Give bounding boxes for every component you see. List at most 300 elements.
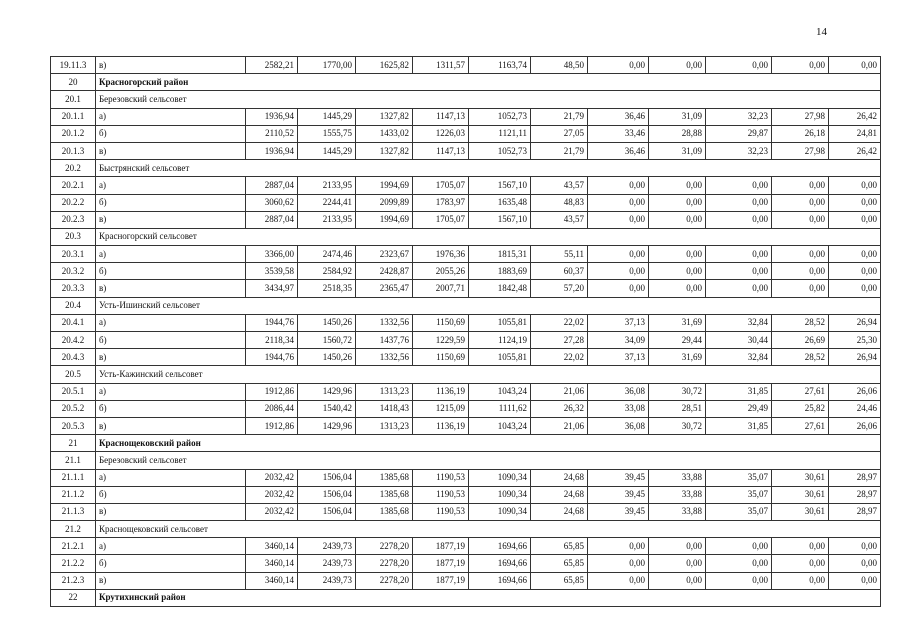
table-row xyxy=(51,263,881,280)
value-cell: 1936,94 xyxy=(246,142,298,159)
row-variant: в) xyxy=(96,280,246,297)
value-cell: 27,98 xyxy=(772,142,829,159)
table-row xyxy=(51,383,881,400)
value-cell: 0,00 xyxy=(649,572,706,589)
value-cell: 2086,44 xyxy=(246,400,298,417)
value-cell: 1994,69 xyxy=(356,211,413,228)
value-cell: 1327,82 xyxy=(356,142,413,159)
value-cell: 21,79 xyxy=(531,142,588,159)
value-cell: 0,00 xyxy=(649,194,706,211)
table-row xyxy=(51,125,881,142)
value-cell: 0,00 xyxy=(649,263,706,280)
value-cell: 1055,81 xyxy=(469,314,531,331)
row-code: 20.2.1 xyxy=(51,177,96,194)
value-cell: 0,00 xyxy=(588,211,649,228)
value-cell: 0,00 xyxy=(772,538,829,555)
row-variant: а) xyxy=(96,246,246,263)
council-title: Усть-Ишинский сельсовет xyxy=(96,297,881,314)
value-cell: 0,00 xyxy=(706,177,772,194)
value-cell: 1994,69 xyxy=(356,177,413,194)
value-cell: 1694,66 xyxy=(469,572,531,589)
value-cell: 28,97 xyxy=(829,469,881,486)
value-cell: 31,09 xyxy=(649,108,706,125)
value-cell: 2244,41 xyxy=(298,194,356,211)
value-cell: 1944,76 xyxy=(246,349,298,366)
value-cell: 0,00 xyxy=(772,177,829,194)
value-cell: 0,00 xyxy=(772,263,829,280)
value-cell: 0,00 xyxy=(588,572,649,589)
value-cell: 0,00 xyxy=(706,57,772,74)
value-cell: 1385,68 xyxy=(356,503,413,520)
value-cell: 0,00 xyxy=(706,194,772,211)
value-cell: 0,00 xyxy=(772,555,829,572)
council-title: Краснощековский сельсовет xyxy=(96,521,881,538)
value-cell: 1121,11 xyxy=(469,125,531,142)
value-cell: 0,00 xyxy=(772,572,829,589)
value-cell: 1147,13 xyxy=(413,108,469,125)
value-cell: 0,00 xyxy=(706,555,772,572)
value-cell: 36,08 xyxy=(588,417,649,434)
row-code: 20.2.3 xyxy=(51,211,96,228)
value-cell: 0,00 xyxy=(829,280,881,297)
district-header-row xyxy=(51,435,881,452)
value-cell: 1311,57 xyxy=(413,57,469,74)
row-code: 21.1.2 xyxy=(51,486,96,503)
row-code: 20.2.2 xyxy=(51,194,96,211)
value-cell: 31,69 xyxy=(649,349,706,366)
value-cell: 1215,09 xyxy=(413,400,469,417)
table-row xyxy=(51,211,881,228)
row-variant: в) xyxy=(96,57,246,74)
value-cell: 0,00 xyxy=(649,538,706,555)
value-cell: 27,28 xyxy=(531,332,588,349)
value-cell: 28,52 xyxy=(772,349,829,366)
value-cell: 2439,73 xyxy=(298,572,356,589)
row-code: 21.1.1 xyxy=(51,469,96,486)
row-code: 21 xyxy=(51,435,96,452)
value-cell: 1313,23 xyxy=(356,417,413,434)
value-cell: 1190,53 xyxy=(413,469,469,486)
value-cell: 48,50 xyxy=(531,57,588,74)
council-title: Березовский сельсовет xyxy=(96,452,881,469)
value-cell: 65,85 xyxy=(531,555,588,572)
row-variant: в) xyxy=(96,417,246,434)
row-variant: б) xyxy=(96,332,246,349)
table-row xyxy=(51,538,881,555)
value-cell: 1327,82 xyxy=(356,108,413,125)
value-cell: 33,88 xyxy=(649,486,706,503)
value-cell: 0,00 xyxy=(588,555,649,572)
value-cell: 1150,69 xyxy=(413,349,469,366)
value-cell: 32,23 xyxy=(706,108,772,125)
value-cell: 0,00 xyxy=(829,246,881,263)
row-code: 21.2.1 xyxy=(51,538,96,555)
value-cell: 0,00 xyxy=(649,246,706,263)
row-code: 20 xyxy=(51,74,96,91)
value-cell: 0,00 xyxy=(588,177,649,194)
row-variant: б) xyxy=(96,263,246,280)
value-cell: 0,00 xyxy=(706,572,772,589)
value-cell: 0,00 xyxy=(772,211,829,228)
value-cell: 3060,62 xyxy=(246,194,298,211)
value-cell: 32,84 xyxy=(706,349,772,366)
row-code: 20.3.2 xyxy=(51,263,96,280)
row-code: 20.2 xyxy=(51,160,96,177)
value-cell: 2099,89 xyxy=(356,194,413,211)
value-cell: 2474,46 xyxy=(298,246,356,263)
value-cell: 3539,58 xyxy=(246,263,298,280)
value-cell: 65,85 xyxy=(531,572,588,589)
value-cell: 26,94 xyxy=(829,349,881,366)
row-variant: в) xyxy=(96,211,246,228)
value-cell: 1385,68 xyxy=(356,469,413,486)
value-cell: 29,87 xyxy=(706,125,772,142)
value-cell: 30,61 xyxy=(772,503,829,520)
value-cell: 30,72 xyxy=(649,383,706,400)
value-cell: 21,79 xyxy=(531,108,588,125)
value-cell: 1136,19 xyxy=(413,417,469,434)
value-cell: 1090,34 xyxy=(469,469,531,486)
value-cell: 2439,73 xyxy=(298,555,356,572)
value-cell: 1815,31 xyxy=(469,246,531,263)
value-cell: 0,00 xyxy=(649,555,706,572)
district-header-row xyxy=(51,589,881,606)
value-cell: 26,18 xyxy=(772,125,829,142)
value-cell: 0,00 xyxy=(706,538,772,555)
value-cell: 27,61 xyxy=(772,383,829,400)
value-cell: 1332,56 xyxy=(356,314,413,331)
value-cell: 30,72 xyxy=(649,417,706,434)
value-cell: 32,84 xyxy=(706,314,772,331)
table-row xyxy=(51,57,881,74)
value-cell: 1111,62 xyxy=(469,400,531,417)
value-cell: 2428,87 xyxy=(356,263,413,280)
value-cell: 21,06 xyxy=(531,417,588,434)
value-cell: 1190,53 xyxy=(413,503,469,520)
value-cell: 1560,72 xyxy=(298,332,356,349)
value-cell: 2032,42 xyxy=(246,503,298,520)
value-cell: 39,45 xyxy=(588,503,649,520)
value-cell: 0,00 xyxy=(706,280,772,297)
row-variant: в) xyxy=(96,503,246,520)
value-cell: 0,00 xyxy=(829,194,881,211)
value-cell: 1912,86 xyxy=(246,383,298,400)
row-variant: а) xyxy=(96,383,246,400)
value-cell: 26,06 xyxy=(829,417,881,434)
value-cell: 1313,23 xyxy=(356,383,413,400)
value-cell: 1883,69 xyxy=(469,263,531,280)
value-cell: 1445,29 xyxy=(298,142,356,159)
value-cell: 22,02 xyxy=(531,314,588,331)
table-row xyxy=(51,332,881,349)
council-title: Усть-Кажинский сельсовет xyxy=(96,366,881,383)
value-cell: 2055,26 xyxy=(413,263,469,280)
row-variant: в) xyxy=(96,349,246,366)
value-cell: 1506,04 xyxy=(298,503,356,520)
value-cell: 0,00 xyxy=(706,211,772,228)
value-cell: 33,08 xyxy=(588,400,649,417)
tariff-table xyxy=(50,56,881,607)
value-cell: 24,68 xyxy=(531,486,588,503)
row-variant: б) xyxy=(96,400,246,417)
table-body xyxy=(51,57,881,607)
value-cell: 2365,47 xyxy=(356,280,413,297)
value-cell: 36,46 xyxy=(588,108,649,125)
value-cell: 1506,04 xyxy=(298,469,356,486)
value-cell: 1055,81 xyxy=(469,349,531,366)
table-row xyxy=(51,503,881,520)
row-code: 20.5.1 xyxy=(51,383,96,400)
value-cell: 1450,26 xyxy=(298,314,356,331)
row-variant: б) xyxy=(96,555,246,572)
council-header-row xyxy=(51,366,881,383)
row-code: 20.5.2 xyxy=(51,400,96,417)
value-cell: 2133,95 xyxy=(298,177,356,194)
row-variant: б) xyxy=(96,125,246,142)
value-cell: 1635,48 xyxy=(469,194,531,211)
value-cell: 43,57 xyxy=(531,177,588,194)
council-header-row xyxy=(51,521,881,538)
value-cell: 0,00 xyxy=(706,246,772,263)
value-cell: 1540,42 xyxy=(298,400,356,417)
value-cell: 28,97 xyxy=(829,486,881,503)
value-cell: 1770,00 xyxy=(298,57,356,74)
value-cell: 1694,66 xyxy=(469,538,531,555)
row-code: 21.1.3 xyxy=(51,503,96,520)
value-cell: 1694,66 xyxy=(469,555,531,572)
value-cell: 24,46 xyxy=(829,400,881,417)
value-cell: 37,13 xyxy=(588,314,649,331)
value-cell: 33,88 xyxy=(649,469,706,486)
value-cell: 29,49 xyxy=(706,400,772,417)
value-cell: 2278,20 xyxy=(356,555,413,572)
council-title: Быстрянский сельсовет xyxy=(96,160,881,177)
value-cell: 1429,96 xyxy=(298,417,356,434)
value-cell: 34,09 xyxy=(588,332,649,349)
value-cell: 0,00 xyxy=(772,194,829,211)
value-cell: 32,23 xyxy=(706,142,772,159)
value-cell: 1944,76 xyxy=(246,314,298,331)
row-code: 20.4 xyxy=(51,297,96,314)
value-cell: 0,00 xyxy=(588,57,649,74)
value-cell: 2518,35 xyxy=(298,280,356,297)
value-cell: 31,85 xyxy=(706,417,772,434)
value-cell: 2032,42 xyxy=(246,469,298,486)
value-cell: 1567,10 xyxy=(469,177,531,194)
value-cell: 1976,36 xyxy=(413,246,469,263)
value-cell: 3434,97 xyxy=(246,280,298,297)
district-title: Крутихинский район xyxy=(96,589,881,606)
value-cell: 24,68 xyxy=(531,469,588,486)
council-header-row xyxy=(51,297,881,314)
value-cell: 43,57 xyxy=(531,211,588,228)
value-cell: 0,00 xyxy=(829,263,881,280)
council-header-row xyxy=(51,160,881,177)
page-number: 14 xyxy=(816,26,827,38)
table-row xyxy=(51,555,881,572)
value-cell: 1437,76 xyxy=(356,332,413,349)
row-code: 21.2 xyxy=(51,521,96,538)
value-cell: 27,05 xyxy=(531,125,588,142)
value-cell: 1226,03 xyxy=(413,125,469,142)
value-cell: 3460,14 xyxy=(246,572,298,589)
value-cell: 2278,20 xyxy=(356,538,413,555)
value-cell: 3460,14 xyxy=(246,538,298,555)
table-row xyxy=(51,486,881,503)
value-cell: 30,44 xyxy=(706,332,772,349)
value-cell: 2278,20 xyxy=(356,572,413,589)
row-code: 20.1.1 xyxy=(51,108,96,125)
value-cell: 1877,19 xyxy=(413,538,469,555)
value-cell: 1625,82 xyxy=(356,57,413,74)
value-cell: 22,02 xyxy=(531,349,588,366)
value-cell: 1445,29 xyxy=(298,108,356,125)
row-code: 20.1.3 xyxy=(51,142,96,159)
value-cell: 0,00 xyxy=(706,263,772,280)
value-cell: 27,98 xyxy=(772,108,829,125)
row-code: 20.1.2 xyxy=(51,125,96,142)
row-code: 21.2.2 xyxy=(51,555,96,572)
value-cell: 0,00 xyxy=(772,57,829,74)
value-cell: 0,00 xyxy=(829,57,881,74)
value-cell: 25,82 xyxy=(772,400,829,417)
value-cell: 28,88 xyxy=(649,125,706,142)
value-cell: 1385,68 xyxy=(356,486,413,503)
row-code: 20.4.1 xyxy=(51,314,96,331)
value-cell: 2007,71 xyxy=(413,280,469,297)
value-cell: 0,00 xyxy=(829,177,881,194)
row-variant: а) xyxy=(96,108,246,125)
value-cell: 1043,24 xyxy=(469,383,531,400)
value-cell: 0,00 xyxy=(649,211,706,228)
value-cell: 1705,07 xyxy=(413,211,469,228)
council-header-row xyxy=(51,91,881,108)
council-header-row xyxy=(51,452,881,469)
value-cell: 1506,04 xyxy=(298,486,356,503)
value-cell: 1433,02 xyxy=(356,125,413,142)
value-cell: 48,83 xyxy=(531,194,588,211)
value-cell: 35,07 xyxy=(706,469,772,486)
row-code: 21.2.3 xyxy=(51,572,96,589)
value-cell: 26,32 xyxy=(531,400,588,417)
value-cell: 1912,86 xyxy=(246,417,298,434)
value-cell: 31,69 xyxy=(649,314,706,331)
value-cell: 0,00 xyxy=(588,194,649,211)
value-cell: 2110,52 xyxy=(246,125,298,142)
value-cell: 0,00 xyxy=(649,177,706,194)
table-row xyxy=(51,194,881,211)
row-variant: а) xyxy=(96,538,246,555)
value-cell: 29,44 xyxy=(649,332,706,349)
value-cell: 1229,59 xyxy=(413,332,469,349)
value-cell: 0,00 xyxy=(588,538,649,555)
council-title: Красногорский сельсовет xyxy=(96,228,881,245)
value-cell: 1555,75 xyxy=(298,125,356,142)
value-cell: 1090,34 xyxy=(469,503,531,520)
value-cell: 0,00 xyxy=(772,246,829,263)
value-cell: 26,42 xyxy=(829,142,881,159)
value-cell: 0,00 xyxy=(649,280,706,297)
council-title: Березовский сельсовет xyxy=(96,91,881,108)
value-cell: 2439,73 xyxy=(298,538,356,555)
value-cell: 0,00 xyxy=(829,555,881,572)
value-cell: 39,45 xyxy=(588,486,649,503)
value-cell: 2582,21 xyxy=(246,57,298,74)
value-cell: 26,94 xyxy=(829,314,881,331)
value-cell: 1163,74 xyxy=(469,57,531,74)
table-row xyxy=(51,417,881,434)
value-cell: 1418,43 xyxy=(356,400,413,417)
value-cell: 31,09 xyxy=(649,142,706,159)
row-variant: в) xyxy=(96,572,246,589)
value-cell: 1043,24 xyxy=(469,417,531,434)
value-cell: 2887,04 xyxy=(246,177,298,194)
value-cell: 26,69 xyxy=(772,332,829,349)
value-cell: 1567,10 xyxy=(469,211,531,228)
value-cell: 35,07 xyxy=(706,486,772,503)
value-cell: 1147,13 xyxy=(413,142,469,159)
value-cell: 3460,14 xyxy=(246,555,298,572)
row-variant: в) xyxy=(96,142,246,159)
row-code: 20.4.2 xyxy=(51,332,96,349)
value-cell: 1136,19 xyxy=(413,383,469,400)
value-cell: 1124,19 xyxy=(469,332,531,349)
table-row xyxy=(51,280,881,297)
value-cell: 37,13 xyxy=(588,349,649,366)
row-variant: а) xyxy=(96,469,246,486)
value-cell: 28,52 xyxy=(772,314,829,331)
row-code: 20.5.3 xyxy=(51,417,96,434)
value-cell: 26,42 xyxy=(829,108,881,125)
value-cell: 2887,04 xyxy=(246,211,298,228)
value-cell: 35,07 xyxy=(706,503,772,520)
row-code: 22 xyxy=(51,589,96,606)
value-cell: 2133,95 xyxy=(298,211,356,228)
value-cell: 30,61 xyxy=(772,469,829,486)
row-code: 20.3.3 xyxy=(51,280,96,297)
value-cell: 33,88 xyxy=(649,503,706,520)
value-cell: 0,00 xyxy=(829,211,881,228)
value-cell: 60,37 xyxy=(531,263,588,280)
value-cell: 30,61 xyxy=(772,486,829,503)
row-variant: а) xyxy=(96,314,246,331)
district-title: Краснощековский район xyxy=(96,435,881,452)
value-cell: 24,81 xyxy=(829,125,881,142)
district-title: Красногорский район xyxy=(96,74,881,91)
value-cell: 1052,73 xyxy=(469,142,531,159)
row-variant: б) xyxy=(96,194,246,211)
value-cell: 1150,69 xyxy=(413,314,469,331)
value-cell: 0,00 xyxy=(649,57,706,74)
value-cell: 1090,34 xyxy=(469,486,531,503)
value-cell: 1783,97 xyxy=(413,194,469,211)
row-code: 20.3.1 xyxy=(51,246,96,263)
value-cell: 0,00 xyxy=(829,538,881,555)
district-header-row xyxy=(51,74,881,91)
value-cell: 1842,48 xyxy=(469,280,531,297)
value-cell: 57,20 xyxy=(531,280,588,297)
row-code: 20.4.3 xyxy=(51,349,96,366)
value-cell: 2032,42 xyxy=(246,486,298,503)
value-cell: 2118,34 xyxy=(246,332,298,349)
value-cell: 0,00 xyxy=(588,280,649,297)
value-cell: 21,06 xyxy=(531,383,588,400)
value-cell: 36,08 xyxy=(588,383,649,400)
council-header-row xyxy=(51,228,881,245)
value-cell: 1877,19 xyxy=(413,555,469,572)
value-cell: 1936,94 xyxy=(246,108,298,125)
row-variant: б) xyxy=(96,486,246,503)
